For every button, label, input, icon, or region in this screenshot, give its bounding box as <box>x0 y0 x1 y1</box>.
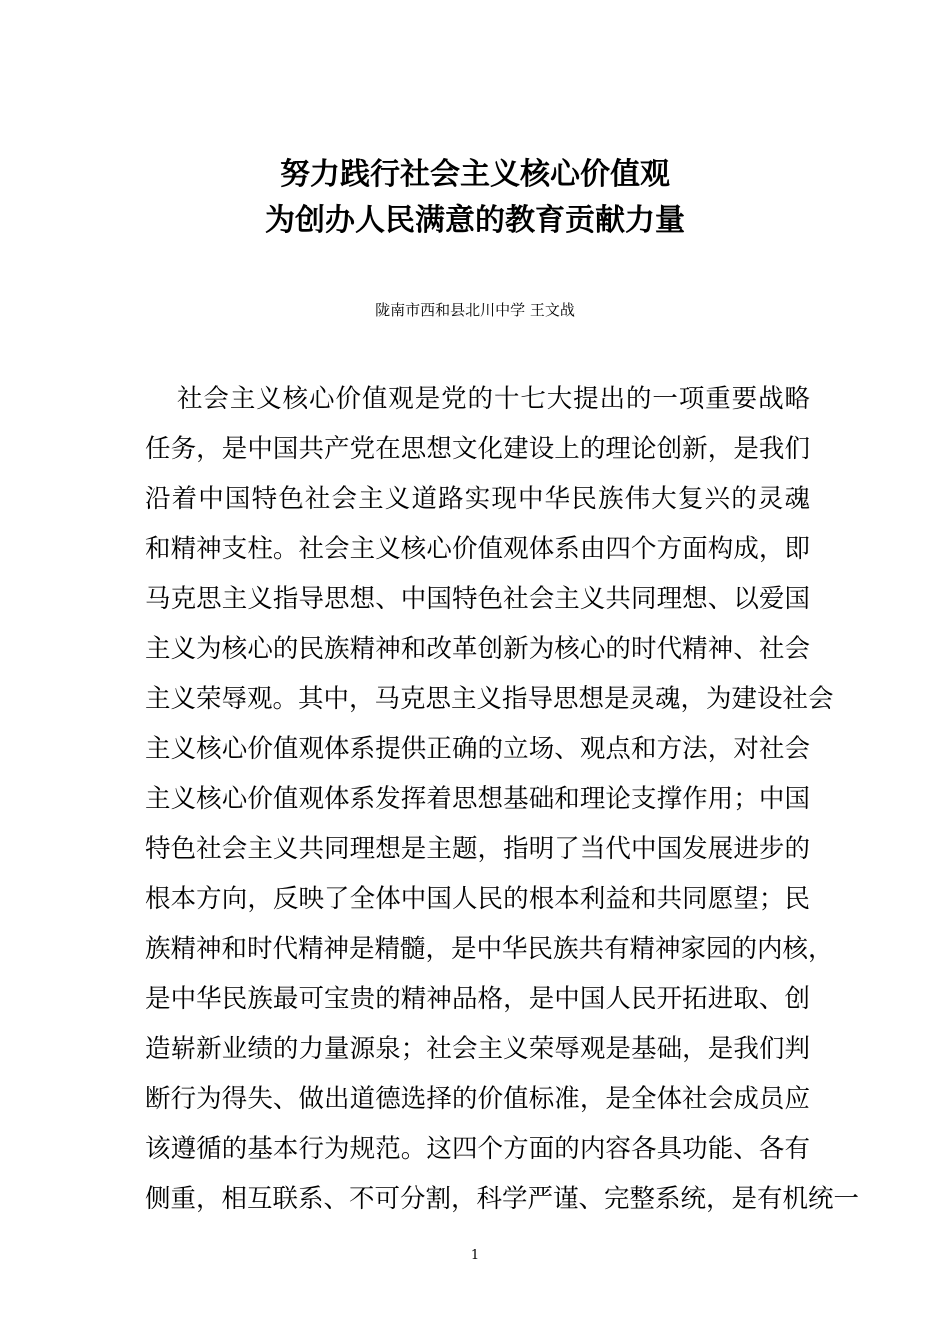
page-number: 1 <box>470 1248 480 1263</box>
body-line: 造崭新业绩的力量源泉；社会主义荣辱观是基础，是我们判 <box>145 1034 810 1064</box>
body-line: 断行为得失、做出道德选择的价值标准，是全体社会成员应 <box>145 1084 810 1114</box>
body-line: 族精神和时代精神是精髓，是中华民族共有精神家园的内核， <box>145 934 834 964</box>
document-title <box>0 152 950 244</box>
title-line-2: 为创办人民满意的教育贡献力量 <box>265 203 685 238</box>
body-line: 马克思主义指导思想、中国特色社会主义共同理想、以爱国 <box>145 584 810 614</box>
body-line: 该遵循的基本行为规范。这四个方面的内容各具功能、各有 <box>145 1134 810 1164</box>
body-paragraph <box>145 374 860 1224</box>
body-line: 特色社会主义共同理想是主题，指明了当代中国发展进步的 <box>145 834 810 864</box>
body-line: 是中华民族最可宝贵的精神品格，是中国人民开拓进取、创 <box>145 984 810 1014</box>
body-line: 根本方向，反映了全体中国人民的根本利益和共同愿望；民 <box>145 884 810 914</box>
body-line: 主义核心价值观体系发挥着思想基础和理论支撑作用；中国 <box>145 784 810 814</box>
body-line: 沿着中国特色社会主义道路实现中华民族伟大复兴的灵魂 <box>145 484 810 514</box>
title-line-1: 努力践行社会主义核心价值观 <box>280 157 670 192</box>
body-line: 社会主义核心价值观是党的十七大提出的一项重要战略 <box>177 384 810 414</box>
body-line: 主义为核心的民族精神和改革创新为核心的时代精神、社会 <box>145 634 810 664</box>
body-line: 主义荣辱观。其中，马克思主义指导思想是灵魂，为建设社会 <box>145 684 834 714</box>
body-line: 任务，是中国共产党在思想文化建设上的理论创新，是我们 <box>145 434 810 464</box>
body-line: 主义核心价值观体系提供正确的立场、观点和方法，对社会 <box>145 734 810 764</box>
author-line: 陇南市西和县北川中学 王文战 <box>375 301 575 319</box>
body-line: 侧重，相互联系、不可分割，科学严谨、完整系统，是有机统一 <box>145 1184 860 1214</box>
body-line: 和精神支柱。社会主义核心价值观体系由四个方面构成，即 <box>145 534 810 564</box>
